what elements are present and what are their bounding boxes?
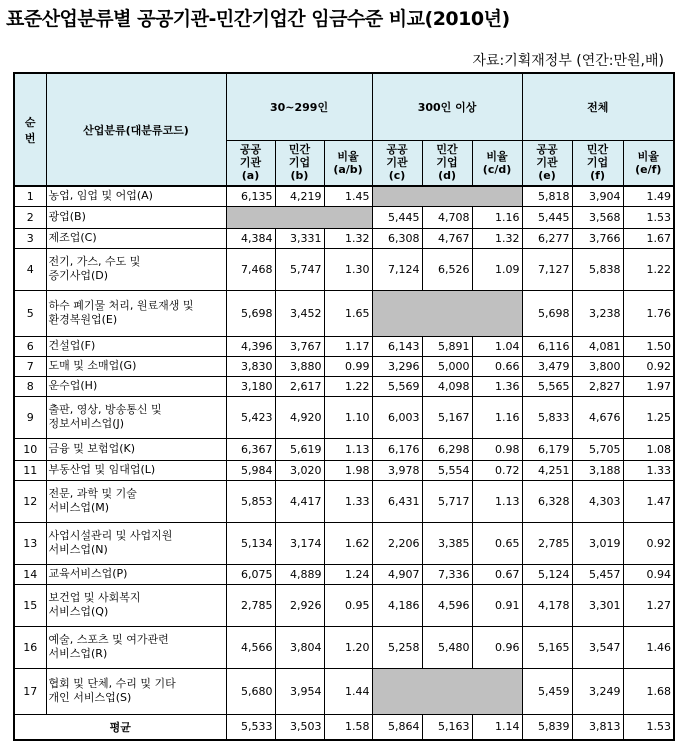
value-cell: 2,785 <box>522 522 572 564</box>
value-cell: 6,277 <box>522 228 572 248</box>
value-cell: 1.16 <box>472 206 522 228</box>
value-cell: 3,568 <box>572 206 623 228</box>
value-cell: 6,143 <box>372 336 422 356</box>
value-cell: 5,533 <box>226 714 275 740</box>
industry-name: 광업(B) <box>46 206 226 228</box>
value-cell: 4,384 <box>226 228 275 248</box>
value-cell: 4,767 <box>422 228 472 248</box>
value-cell: 1.32 <box>324 228 372 248</box>
value-cell: 7,124 <box>372 248 422 290</box>
value-cell: 5,680 <box>226 668 275 714</box>
value-cell: 1.46 <box>623 626 674 668</box>
industry-name: 교육서비스업(P) <box>46 564 226 584</box>
value-cell: 5,698 <box>226 290 275 336</box>
value-cell: 5,891 <box>422 336 472 356</box>
table-row <box>14 376 674 396</box>
value-cell: 1.25 <box>623 396 674 438</box>
value-cell: 5,423 <box>226 396 275 438</box>
value-cell: 5,569 <box>372 376 422 396</box>
value-cell: 4,566 <box>226 626 275 668</box>
row-number: 12 <box>14 480 46 522</box>
header-sub-8: 비율 (e/f) <box>623 140 674 186</box>
value-cell: 5,717 <box>422 480 472 522</box>
page-title: 표준산업분류별 공공기관-민간기업간 임금수준 비교(2010년) <box>6 8 510 30</box>
value-cell: 0.92 <box>623 522 674 564</box>
value-cell: 5,457 <box>572 564 623 584</box>
value-cell: 0.91 <box>472 584 522 626</box>
table-row <box>14 336 674 356</box>
average-row <box>14 714 674 740</box>
table-row <box>14 438 674 460</box>
value-cell: 1.33 <box>623 460 674 480</box>
value-cell: 1.13 <box>324 438 372 460</box>
value-cell: 3,547 <box>572 626 623 668</box>
table-row <box>14 290 674 336</box>
row-number: 6 <box>14 336 46 356</box>
value-cell: 1.49 <box>623 186 674 206</box>
industry-name: 보건업 및 사회복지 서비스업(Q) <box>46 584 226 626</box>
value-cell: 5,833 <box>522 396 572 438</box>
value-cell: 1.22 <box>324 376 372 396</box>
header-industry: 산업분류(대분류코드) <box>46 73 226 186</box>
value-cell: 5,167 <box>422 396 472 438</box>
table-row <box>14 584 674 626</box>
value-cell: 2,926 <box>275 584 324 626</box>
value-cell: 2,827 <box>572 376 623 396</box>
value-cell: 0.99 <box>324 356 372 376</box>
row-number: 11 <box>14 460 46 480</box>
value-cell: 1.62 <box>324 522 372 564</box>
value-cell: 4,396 <box>226 336 275 356</box>
value-cell: 5,000 <box>422 356 472 376</box>
row-number: 15 <box>14 584 46 626</box>
value-cell: 3,452 <box>275 290 324 336</box>
value-cell: 3,503 <box>275 714 324 740</box>
value-cell: 3,331 <box>275 228 324 248</box>
value-cell: 6,526 <box>422 248 472 290</box>
value-cell: 5,258 <box>372 626 422 668</box>
table-row <box>14 668 674 714</box>
table-row <box>14 206 674 228</box>
value-cell: 3,880 <box>275 356 324 376</box>
value-cell: 6,328 <box>522 480 572 522</box>
value-cell: 1.16 <box>472 396 522 438</box>
value-cell: 0.66 <box>472 356 522 376</box>
row-number: 9 <box>14 396 46 438</box>
table-row <box>14 396 674 438</box>
value-cell: 6,176 <box>372 438 422 460</box>
value-cell: 1.33 <box>324 480 372 522</box>
value-cell: 5,163 <box>422 714 472 740</box>
value-cell: 1.30 <box>324 248 372 290</box>
header-sub-4: 민간 기업 (d) <box>422 140 472 186</box>
value-cell: 7,127 <box>522 248 572 290</box>
industry-name: 전문, 과학 및 기술 서비스업(M) <box>46 480 226 522</box>
value-cell: 5,864 <box>372 714 422 740</box>
industry-name: 운수업(H) <box>46 376 226 396</box>
header-sub-7: 민간 기업 (f) <box>572 140 623 186</box>
row-number: 13 <box>14 522 46 564</box>
value-cell: 1.98 <box>324 460 372 480</box>
value-cell: 1.47 <box>623 480 674 522</box>
header-sub-5: 비율 (c/d) <box>472 140 522 186</box>
industry-name: 사업시설관리 및 사업지원 서비스업(N) <box>46 522 226 564</box>
value-cell: 3,238 <box>572 290 623 336</box>
value-cell: 3,180 <box>226 376 275 396</box>
value-cell: 7,468 <box>226 248 275 290</box>
value-cell: 4,596 <box>422 584 472 626</box>
value-cell: 4,303 <box>572 480 623 522</box>
value-cell: 5,839 <box>522 714 572 740</box>
industry-name: 제조업(C) <box>46 228 226 248</box>
value-cell: 2,206 <box>372 522 422 564</box>
no-data-cell <box>372 668 522 714</box>
value-cell: 3,800 <box>572 356 623 376</box>
value-cell: 5,445 <box>372 206 422 228</box>
wage-comparison-table <box>13 72 675 741</box>
value-cell: 1.22 <box>623 248 674 290</box>
value-cell: 3,954 <box>275 668 324 714</box>
value-cell: 1.13 <box>472 480 522 522</box>
no-data-cell <box>372 290 522 336</box>
value-cell: 3,767 <box>275 336 324 356</box>
value-cell: 1.20 <box>324 626 372 668</box>
table-row <box>14 626 674 668</box>
value-cell: 3,296 <box>372 356 422 376</box>
value-cell: 0.95 <box>324 584 372 626</box>
row-number: 7 <box>14 356 46 376</box>
row-number: 14 <box>14 564 46 584</box>
value-cell: 6,308 <box>372 228 422 248</box>
value-cell: 1.67 <box>623 228 674 248</box>
value-cell: 1.27 <box>623 584 674 626</box>
value-cell: 3,904 <box>572 186 623 206</box>
source-note: 자료:기획재정부 (연간:만원,배) <box>472 53 664 69</box>
header-sub-6: 공공 기관 (e) <box>522 140 572 186</box>
row-number: 8 <box>14 376 46 396</box>
row-number: 10 <box>14 438 46 460</box>
value-cell: 5,818 <box>522 186 572 206</box>
value-cell: 1.08 <box>623 438 674 460</box>
value-cell: 0.94 <box>623 564 674 584</box>
value-cell: 2,617 <box>275 376 324 396</box>
value-cell: 2,785 <box>226 584 275 626</box>
value-cell: 0.96 <box>472 626 522 668</box>
table-row <box>14 564 674 584</box>
value-cell: 3,830 <box>226 356 275 376</box>
value-cell: 1.04 <box>472 336 522 356</box>
table-row <box>14 186 674 206</box>
value-cell: 1.65 <box>324 290 372 336</box>
row-number: 1 <box>14 186 46 206</box>
table-row <box>14 248 674 290</box>
header-group-large: 300인 이상 <box>372 73 522 140</box>
value-cell: 3,766 <box>572 228 623 248</box>
row-number: 4 <box>14 248 46 290</box>
table-row <box>14 522 674 564</box>
value-cell: 5,698 <box>522 290 572 336</box>
value-cell: 5,165 <box>522 626 572 668</box>
value-cell: 5,134 <box>226 522 275 564</box>
header-sub-0: 공공 기관 (a) <box>226 140 275 186</box>
industry-name: 협회 및 단체, 수리 및 기타 개인 서비스업(S) <box>46 668 226 714</box>
value-cell: 1.24 <box>324 564 372 584</box>
value-cell: 1.09 <box>472 248 522 290</box>
value-cell: 1.32 <box>472 228 522 248</box>
value-cell: 3,813 <box>572 714 623 740</box>
value-cell: 1.58 <box>324 714 372 740</box>
value-cell: 3,479 <box>522 356 572 376</box>
value-cell: 1.53 <box>623 714 674 740</box>
value-cell: 1.44 <box>324 668 372 714</box>
value-cell: 4,098 <box>422 376 472 396</box>
value-cell: 5,124 <box>522 564 572 584</box>
no-data-cell <box>372 186 522 206</box>
value-cell: 3,019 <box>572 522 623 564</box>
value-cell: 1.97 <box>623 376 674 396</box>
average-label: 평균 <box>14 714 226 740</box>
value-cell: 1.50 <box>623 336 674 356</box>
header-group-total: 전체 <box>522 73 674 140</box>
industry-name: 건설업(F) <box>46 336 226 356</box>
value-cell: 4,081 <box>572 336 623 356</box>
row-number: 16 <box>14 626 46 668</box>
value-cell: 0.65 <box>472 522 522 564</box>
value-cell: 7,336 <box>422 564 472 584</box>
header-group-small: 30~299인 <box>226 73 372 140</box>
value-cell: 1.68 <box>623 668 674 714</box>
value-cell: 1.76 <box>623 290 674 336</box>
value-cell: 6,179 <box>522 438 572 460</box>
value-cell: 4,889 <box>275 564 324 584</box>
value-cell: 6,116 <box>522 336 572 356</box>
value-cell: 5,619 <box>275 438 324 460</box>
value-cell: 3,174 <box>275 522 324 564</box>
value-cell: 1.10 <box>324 396 372 438</box>
value-cell: 4,178 <box>522 584 572 626</box>
value-cell: 5,705 <box>572 438 623 460</box>
value-cell: 3,249 <box>572 668 623 714</box>
value-cell: 6,135 <box>226 186 275 206</box>
value-cell: 4,186 <box>372 584 422 626</box>
row-number: 2 <box>14 206 46 228</box>
header-sub-1: 민간 기업 (b) <box>275 140 324 186</box>
value-cell: 6,431 <box>372 480 422 522</box>
table-row <box>14 356 674 376</box>
value-cell: 5,853 <box>226 480 275 522</box>
industry-name: 도매 및 소매업(G) <box>46 356 226 376</box>
value-cell: 0.92 <box>623 356 674 376</box>
value-cell: 4,219 <box>275 186 324 206</box>
value-cell: 5,838 <box>572 248 623 290</box>
value-cell: 5,565 <box>522 376 572 396</box>
value-cell: 6,367 <box>226 438 275 460</box>
table-row <box>14 460 674 480</box>
header-sub-2: 비율 (a/b) <box>324 140 372 186</box>
industry-name: 전기, 가스, 수도 및 증기사업(D) <box>46 248 226 290</box>
no-data-cell <box>226 206 372 228</box>
value-cell: 1.45 <box>324 186 372 206</box>
value-cell: 0.72 <box>472 460 522 480</box>
value-cell: 4,417 <box>275 480 324 522</box>
header-sub-3: 공공 기관 (c) <box>372 140 422 186</box>
row-number: 3 <box>14 228 46 248</box>
value-cell: 3,804 <box>275 626 324 668</box>
row-number: 17 <box>14 668 46 714</box>
header-no: 순 번 <box>14 73 46 186</box>
value-cell: 5,747 <box>275 248 324 290</box>
industry-name: 출판, 영상, 방송통신 및 정보서비스업(J) <box>46 396 226 438</box>
value-cell: 6,298 <box>422 438 472 460</box>
value-cell: 5,984 <box>226 460 275 480</box>
value-cell: 1.17 <box>324 336 372 356</box>
value-cell: 3,978 <box>372 460 422 480</box>
industry-name: 예술, 스포츠 및 여가관련 서비스업(R) <box>46 626 226 668</box>
value-cell: 1.14 <box>472 714 522 740</box>
value-cell: 4,907 <box>372 564 422 584</box>
value-cell: 0.98 <box>472 438 522 460</box>
value-cell: 3,301 <box>572 584 623 626</box>
value-cell: 1.53 <box>623 206 674 228</box>
value-cell: 4,920 <box>275 396 324 438</box>
industry-name: 하수 폐기물 처리, 원료재생 및 환경복원업(E) <box>46 290 226 336</box>
table-row <box>14 480 674 522</box>
value-cell: 1.36 <box>472 376 522 396</box>
value-cell: 4,676 <box>572 396 623 438</box>
industry-name: 금융 및 보험업(K) <box>46 438 226 460</box>
industry-name: 농업, 임업 및 어업(A) <box>46 186 226 206</box>
value-cell: 6,075 <box>226 564 275 584</box>
value-cell: 4,708 <box>422 206 472 228</box>
row-number: 5 <box>14 290 46 336</box>
table-row <box>14 228 674 248</box>
value-cell: 5,480 <box>422 626 472 668</box>
value-cell: 0.67 <box>472 564 522 584</box>
value-cell: 3,188 <box>572 460 623 480</box>
value-cell: 5,554 <box>422 460 472 480</box>
value-cell: 3,385 <box>422 522 472 564</box>
value-cell: 5,459 <box>522 668 572 714</box>
value-cell: 3,020 <box>275 460 324 480</box>
value-cell: 5,445 <box>522 206 572 228</box>
value-cell: 6,003 <box>372 396 422 438</box>
value-cell: 4,251 <box>522 460 572 480</box>
industry-name: 부동산업 및 임대업(L) <box>46 460 226 480</box>
